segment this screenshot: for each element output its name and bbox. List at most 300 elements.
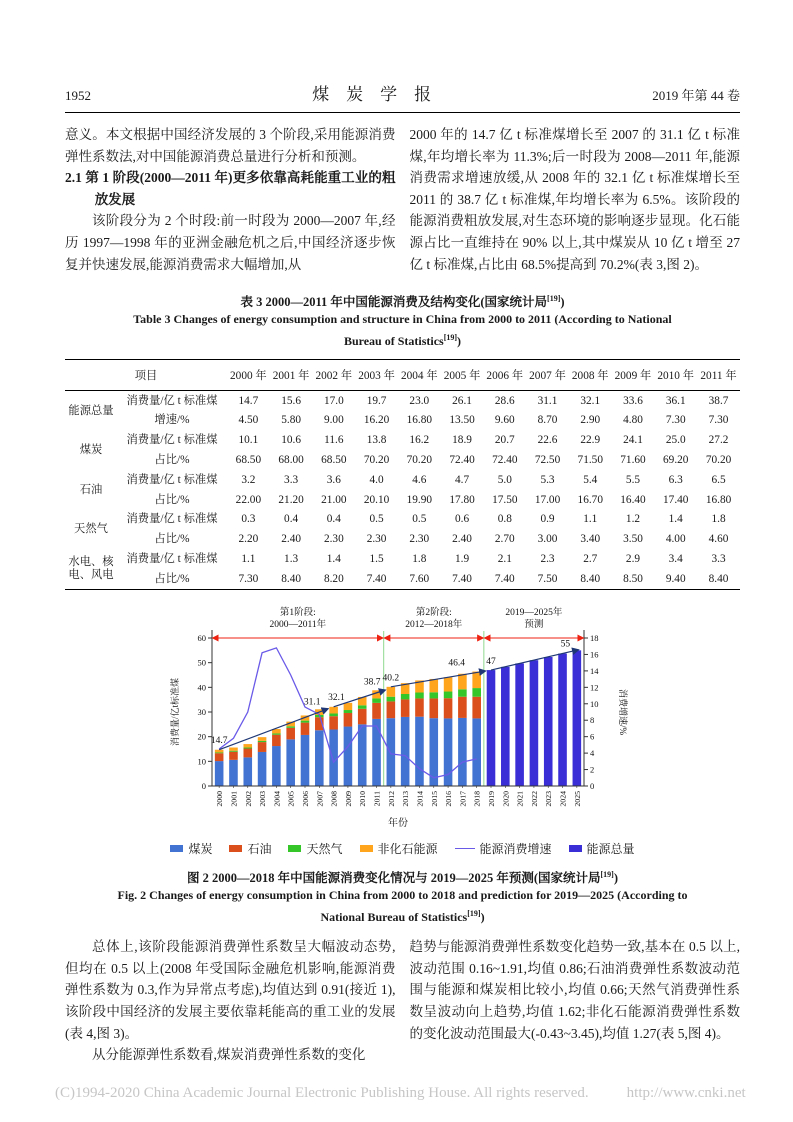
table-cell: 70.20: [363, 454, 390, 467]
table-cell: 16.2: [409, 434, 430, 447]
legend-swatch-total: [569, 845, 582, 852]
table3-caption-zh: [65, 290, 740, 311]
reference-superscript: [19]: [600, 870, 614, 880]
row-group-name: 水电、核电、风电: [68, 556, 114, 582]
table-cell: 0.8: [497, 513, 512, 526]
journal-title: 煤炭学报: [312, 85, 449, 104]
bar-oil-2000: [214, 753, 223, 761]
table-cell: 1.3: [284, 552, 299, 565]
bar-coal-2000: [214, 761, 223, 786]
phase-label: 预测: [523, 620, 543, 631]
bar-coal-2007: [315, 730, 324, 786]
x-axis-tick: 2019: [486, 791, 496, 807]
page-header: [65, 80, 740, 105]
bar-non-fossil-2008: [329, 707, 338, 714]
bar-gas-2003: [257, 741, 266, 742]
table-cell: 11.6: [324, 434, 344, 447]
bar-coal-2004: [272, 746, 281, 786]
table-cell: 8.20: [323, 572, 344, 585]
x-axis-tick: 2016: [443, 791, 453, 807]
x-axis-title: 年份: [387, 818, 408, 830]
bar-gas-2006: [300, 721, 309, 723]
table-cell: 15.6: [281, 394, 301, 407]
bar-coal-2014: [415, 717, 424, 786]
legend-item-oil: [229, 840, 271, 857]
legend-item-total: [569, 840, 635, 857]
bar-oil-2011: [372, 703, 381, 719]
col-header-year: 2004 年: [398, 360, 441, 391]
x-axis-tick: 2006: [300, 791, 310, 807]
table-cell: 17.0: [323, 394, 344, 407]
col-header-year: 2009 年: [612, 360, 655, 391]
caption-text: 表 3 2000—2011 年中国能源消费及结构变化(国家统计局: [240, 295, 548, 310]
x-axis-tick: 2017: [457, 791, 467, 807]
row-metric-label: 消费量/亿 t 标准煤: [126, 552, 218, 565]
bar-gas-2011: [372, 699, 381, 703]
col-header-year: 2010 年: [654, 360, 697, 391]
bar-gas-2000: [214, 753, 223, 754]
left-axis-tick: 40: [197, 682, 206, 693]
bar-non-fossil-2015: [429, 679, 438, 692]
paragraph: 总体上,该阶段能源消费弹性系数呈大幅波动态势,但均在 0.5 以上(2008 年受国际金融危机影响,能源消费弹性系数为 0.3,作为异常点考虑),均值达到 0.91(接近 1),该阶段中国经济的发展主要依靠耗能高的重工业的发展(表 4,图 3)。: [65, 939, 396, 1041]
table-cell: 3.00: [537, 533, 558, 546]
x-axis-tick: 2009: [343, 791, 353, 807]
legend-label: 石油: [247, 842, 272, 857]
table-cell: 71.60: [620, 454, 646, 467]
x-axis-tick: 2020: [500, 791, 510, 807]
reference-superscript: [19]: [443, 332, 458, 342]
reference-superscript: [19]: [547, 294, 561, 304]
bar-total-2023: [543, 657, 552, 786]
table-cell: 72.40: [492, 454, 518, 467]
figure2-caption-zh: [65, 866, 740, 887]
table-row: [65, 451, 740, 471]
table-cell: 16.80: [705, 493, 732, 506]
x-axis-tick: 2000: [214, 791, 224, 807]
paragraph: 趋势与能源消费弹性系数变化趋势一致,基本在 0.5 以上,波动范围 0.16~1.91,均值 0.86;石油消费弹性系数波动范围与能源和煤炭相比较小,均值 0.66;天然气消费弹性系数呈波动向上趋势,均值 1.62;非化石能源消费弹性系数的变化波动范围最大(-0.43~3.45),均值 1.27(表 5,图 4)。: [409, 939, 740, 1041]
legend-label: 能源总量: [586, 842, 635, 857]
table-cell: 2.90: [580, 414, 601, 427]
table-cell: 16.70: [577, 493, 603, 506]
col-header-year: 2008 年: [569, 360, 612, 391]
bar-oil-2005: [286, 728, 295, 740]
col-header-year: 2005 年: [441, 360, 484, 391]
bar-gas-2013: [400, 694, 409, 699]
table-cell: 7.40: [452, 572, 472, 585]
top-text-columns: [65, 124, 740, 275]
bar-coal-2008: [329, 730, 338, 786]
figure2-caption-en-line2: [65, 905, 740, 927]
bar-oil-2002: [243, 749, 252, 758]
table-cell: 10.1: [238, 434, 259, 447]
table-cell: 26.1: [452, 394, 472, 407]
figure2-caption-en-line1: Fig. 2 Changes of energy consumption in China from 2000 to 2018 and prediction for 2019—2025 (According to: [117, 888, 688, 903]
table-cell: 1.8: [412, 552, 427, 565]
table-cell: 20.7: [494, 434, 515, 447]
bar-oil-2003: [257, 742, 266, 752]
right-axis-tick: 0: [589, 781, 594, 792]
table-row: [65, 490, 740, 510]
table-cell: 13.8: [366, 434, 387, 447]
table-cell: 1.4: [668, 513, 683, 526]
table-cell: 8.50: [623, 572, 643, 585]
table-cell: 2.70: [494, 533, 515, 546]
bar-oil-2014: [415, 699, 424, 717]
table-cell: 13.50: [449, 414, 475, 427]
x-axis-tick: 2014: [414, 791, 424, 807]
table-cell: 0.5: [369, 513, 384, 526]
table-cell: 17.00: [534, 493, 561, 506]
table-cell: 27.2: [708, 434, 729, 447]
table-cell: 8.70: [537, 414, 558, 427]
table-row: [65, 431, 740, 451]
table-cell: 3.3: [711, 552, 726, 565]
table-row: [65, 470, 740, 490]
x-axis-tick: 2023: [543, 791, 553, 807]
table-cell: 9.40: [665, 572, 686, 585]
bar-oil-2015: [429, 699, 438, 719]
caption-text: National Bureau of Statistics: [320, 909, 468, 924]
table-cell: 68.50: [235, 454, 262, 467]
table-cell: 71.50: [577, 454, 603, 467]
table-cell: 22.00: [235, 493, 262, 506]
bar-gas-2010: [357, 705, 366, 708]
bar-non-fossil-2018: [472, 672, 481, 689]
x-axis-tick: 2001: [228, 791, 238, 807]
right-axis-tick: 10: [589, 698, 598, 709]
table-cell: 8.40: [580, 572, 601, 585]
table-cell: 18.9: [452, 434, 472, 447]
data-label: 32.1: [327, 693, 345, 704]
table3-caption-en-line2: [65, 329, 740, 351]
caption-text: 图 2 2000—2018 年中国能源消费变化情况与 2019—2025 年预测(国家统计局: [186, 871, 601, 886]
table-cell: 2.30: [366, 533, 387, 546]
legend-swatch-non-fossil: [360, 845, 373, 852]
table-body: [65, 391, 740, 590]
bar-non-fossil-2009: [343, 703, 352, 710]
caption-text: ): [560, 295, 565, 310]
data-label: 31.1: [303, 697, 320, 708]
phase-label: 第1阶段:: [279, 608, 316, 619]
table-row: [65, 411, 740, 431]
table-cell: 24.1: [623, 434, 643, 447]
bar-non-fossil-2000: [214, 750, 223, 753]
table-cell: 4.00: [665, 533, 686, 546]
bar-oil-2017: [458, 697, 467, 718]
table-cell: 7.60: [409, 572, 430, 585]
table-cell: 14.7: [238, 394, 259, 407]
data-label: 14.7: [210, 735, 227, 746]
table-row: [65, 550, 740, 570]
table-cell: 17.80: [449, 493, 475, 506]
table-cell: 5.5: [625, 473, 641, 486]
table-cell: 2.40: [452, 533, 472, 546]
bar-oil-2004: [272, 735, 281, 746]
table-cell: 33.6: [623, 394, 643, 407]
legend-label: 煤炭: [188, 842, 213, 857]
legend-swatch-coal: [170, 845, 183, 852]
phase-label: 2012—2018年: [404, 620, 462, 631]
right-axis-tick: 4: [589, 748, 594, 759]
table3-caption-en-line1: Table 3 Changes of energy consumption and structure in China from 2000 to 2011 (According to National: [133, 312, 672, 327]
x-axis-tick: 2025: [572, 791, 582, 807]
table-cell: 2.9: [625, 552, 641, 565]
row-group-name: 煤炭: [79, 444, 103, 457]
table-cell: 7.30: [708, 414, 729, 427]
bar-gas-2004: [272, 734, 281, 735]
bar-non-fossil-2017: [458, 674, 467, 690]
table-cell: 2.7: [583, 552, 598, 565]
bar-coal-2010: [357, 724, 366, 786]
legend-item-gas: [288, 840, 342, 857]
left-axis-tick: 60: [197, 633, 206, 644]
row-metric-label: 占比/%: [154, 493, 190, 506]
paragraph: 意义。本文根据中国经济发展的 3 个阶段,采用能源消费弹性系数法,对中国能源消费总量进行分析和预测。: [65, 127, 396, 164]
x-axis-tick: 2012: [386, 791, 396, 807]
x-axis-tick: 2004: [271, 791, 281, 807]
paragraph: 从分能源弹性系数看,煤炭消费弹性系数的变化: [92, 1047, 366, 1063]
table-cell: 3.50: [623, 533, 643, 546]
table-row: [65, 530, 740, 550]
table-cell: 36.1: [665, 394, 686, 407]
bar-oil-2018: [472, 697, 481, 719]
table-cell: 4.80: [623, 414, 643, 427]
table-cell: 21.20: [278, 493, 304, 506]
table-cell: 0.3: [241, 513, 256, 526]
table-header-row: [65, 360, 740, 391]
table-cell: 6.5: [711, 473, 726, 486]
right-axis-tick: 6: [589, 731, 594, 742]
row-metric-label: 消费量/亿 t 标准煤: [126, 513, 218, 526]
table-row: [65, 510, 740, 530]
row-metric-label: 占比/%: [154, 572, 190, 585]
col-header-year: 2003 年: [355, 360, 398, 391]
legend-swatch-gas: [288, 845, 301, 852]
table-cell: 10.6: [281, 434, 301, 447]
col-header-item: 项目: [65, 360, 227, 391]
x-axis-tick: 2007: [314, 791, 324, 807]
bar-non-fossil-2012: [386, 687, 395, 697]
bar-gas-2017: [458, 689, 467, 696]
x-axis-tick: 2002: [243, 791, 253, 807]
row-metric-label: 消费量/亿 t 标准煤: [126, 473, 218, 486]
x-axis-tick: 2024: [558, 791, 568, 807]
table-cell: 1.1: [241, 552, 256, 565]
bar-coal-2006: [300, 735, 309, 786]
bar-oil-2010: [357, 709, 366, 725]
table-cell: 2.30: [323, 533, 344, 546]
right-axis-tick: 14: [589, 666, 598, 677]
table-cell: 22.6: [537, 434, 558, 447]
bar-coal-2005: [286, 740, 295, 787]
table-cell: 7.30: [238, 572, 259, 585]
legend-label: 非化石能源: [377, 842, 438, 857]
energy-consumption-table: [65, 359, 740, 590]
top-left-column: [65, 124, 396, 275]
row-group-name: 天然气: [74, 523, 108, 536]
bar-total-2019: [486, 670, 495, 786]
bar-coal-2003: [257, 752, 266, 786]
table-cell: 38.7: [708, 394, 729, 407]
bar-coal-2017: [458, 718, 467, 786]
bottom-left-column: [65, 936, 396, 1066]
table-cell: 68.00: [278, 454, 304, 467]
phase-label: 第2阶段:: [415, 608, 452, 619]
row-group-name: 石油: [79, 483, 103, 496]
bar-total-2021: [515, 664, 524, 787]
left-axis-tick: 50: [197, 657, 206, 668]
chart-legend: [65, 840, 740, 857]
bar-gas-2016: [443, 692, 452, 699]
bar-gas-2009: [343, 710, 352, 713]
x-axis-tick: 2005: [286, 791, 296, 807]
table-cell: 16.40: [620, 493, 646, 506]
bar-gas-2012: [386, 697, 395, 702]
table-cell: 5.4: [583, 473, 598, 486]
table-cell: 32.1: [580, 394, 601, 407]
phase-label: 2019—2025年: [504, 608, 562, 619]
bottom-right-column: [410, 936, 741, 1066]
right-axis-tick: 18: [589, 633, 598, 644]
row-metric-label: 占比/%: [154, 533, 190, 546]
bar-coal-2001: [229, 760, 238, 786]
table-header: [65, 360, 740, 391]
table-cell: 16.20: [363, 414, 390, 427]
col-header-year: 2000 年: [227, 360, 270, 391]
bar-gas-2014: [415, 693, 424, 699]
bar-oil-2006: [300, 723, 309, 735]
row-metric-label: 消费量/亿 t 标准煤: [126, 394, 218, 407]
table-cell: 2.3: [540, 552, 555, 565]
col-header-year: 2011 年: [697, 360, 740, 391]
x-axis-tick: 2008: [329, 791, 339, 807]
bar-oil-2016: [443, 698, 452, 718]
table-cell: 4.50: [238, 414, 259, 427]
table-cell: 3.4: [668, 552, 683, 565]
table-cell: 16.80: [406, 414, 433, 427]
table-cell: 17.40: [663, 493, 689, 506]
left-axis-tick: 30: [197, 707, 206, 718]
copyright-text: (C)1994-2020 China Academic Journal Electronic Publishing House. All rights reserved.: [55, 1085, 589, 1101]
bar-gas-2002: [243, 748, 252, 749]
legend-item-coal: [170, 840, 212, 857]
bar-non-fossil-2002: [243, 744, 252, 747]
col-header-year: 2006 年: [483, 360, 526, 391]
table-cell: 0.4: [326, 513, 341, 526]
x-axis-tick: 2018: [472, 791, 482, 807]
caption-text: ): [480, 909, 485, 924]
x-axis-tick: 2010: [357, 791, 367, 807]
paragraph: 该阶段分为 2 个时段:前一时段为 2000—2007 年,经历 1997—1998 年的亚洲金融危机之后,中国经济逐步恢复并快速发展,能源消费需求大幅增加,从: [65, 213, 396, 272]
table-cell: 70.20: [406, 454, 433, 467]
bar-oil-2009: [343, 713, 352, 727]
table-cell: 22.9: [580, 434, 601, 447]
bar-total-2020: [501, 667, 510, 786]
table-cell: 0.4: [284, 513, 299, 526]
bar-non-fossil-2001: [229, 748, 238, 751]
figure2-block: [65, 604, 740, 926]
table-cell: 1.2: [625, 513, 641, 526]
bar-coal-2002: [243, 758, 252, 787]
legend-swatch-growth: [455, 848, 475, 849]
reference-superscript: [19]: [467, 908, 481, 918]
page-number: 1952: [65, 88, 91, 103]
legend-swatch-oil: [229, 845, 242, 852]
table-cell: 1.5: [369, 552, 384, 565]
x-axis-tick: 2022: [529, 791, 539, 807]
bar-total-2022: [529, 660, 538, 786]
x-axis-tick: 2011: [372, 791, 382, 807]
caption-text: Bureau of Statistics: [343, 333, 444, 348]
legend-item-growth: [455, 840, 552, 857]
table-cell: 3.3: [284, 473, 299, 486]
x-axis-tick: 2013: [400, 791, 410, 807]
top-right-column: [410, 124, 741, 275]
bar-total-2025: [572, 650, 581, 786]
col-header-year: 2002 年: [312, 360, 355, 391]
row-metric-label: 增速/%: [154, 414, 190, 427]
table-row: [65, 391, 740, 411]
bar-gas-2001: [229, 751, 238, 752]
right-axis-tick: 12: [589, 682, 598, 693]
table-cell: 5.0: [497, 473, 512, 486]
data-label: 46.4: [447, 658, 465, 669]
table-row: [65, 569, 740, 589]
bar-non-fossil-2003: [257, 737, 266, 741]
table-cell: 8.40: [708, 572, 729, 585]
phase-label: 2000—2011年: [269, 620, 326, 631]
left-axis-tick: 20: [197, 731, 206, 742]
right-axis-tick: 2: [589, 764, 594, 775]
data-label: 40.2: [382, 673, 399, 684]
table-cell: 72.40: [449, 454, 475, 467]
left-axis-tick: 10: [197, 756, 206, 767]
section-heading: 2.1 第 1 阶段(2000—2011 年)更多依靠高耗能重工业的粗放发展: [65, 170, 396, 207]
table-cell: 2.40: [281, 533, 301, 546]
table-cell: 4.6: [412, 473, 427, 486]
bar-oil-2001: [229, 752, 238, 760]
table-cell: 5.80: [281, 414, 301, 427]
left-axis-title: 消费量/亿t标准煤: [169, 678, 180, 747]
table-cell: 4.0: [369, 473, 384, 486]
figure2-captions: [65, 866, 740, 926]
data-label: 38.7: [363, 677, 381, 688]
cnki-url: http://www.cnki.net: [626, 1085, 746, 1101]
caption-text: ): [457, 333, 462, 348]
bar-gas-2008: [329, 714, 338, 717]
table-cell: 2.20: [238, 533, 259, 546]
bar-oil-2013: [400, 700, 409, 718]
x-axis-tick: 2021: [515, 791, 525, 807]
bar-gas-2018: [472, 688, 481, 697]
col-header-year: 2007 年: [526, 360, 569, 391]
volume-info: 2019 年第 44 卷: [652, 88, 740, 103]
table-cell: 7.40: [494, 572, 515, 585]
table-cell: 31.1: [537, 394, 558, 407]
right-axis-tick: 16: [589, 649, 598, 660]
row-group-name: 能源总量: [68, 404, 114, 417]
table-cell: 6.3: [668, 473, 683, 486]
table-cell: 8.40: [281, 572, 301, 585]
table-cell: 7.30: [665, 414, 686, 427]
table-cell: 0.6: [454, 513, 470, 526]
table-cell: 20.10: [363, 493, 390, 506]
table-cell: 68.50: [321, 454, 347, 467]
caption-text: ): [613, 871, 619, 886]
table-cell: 21.00: [321, 493, 347, 506]
table-cell: 25.0: [665, 434, 686, 447]
bar-coal-2013: [400, 717, 409, 786]
